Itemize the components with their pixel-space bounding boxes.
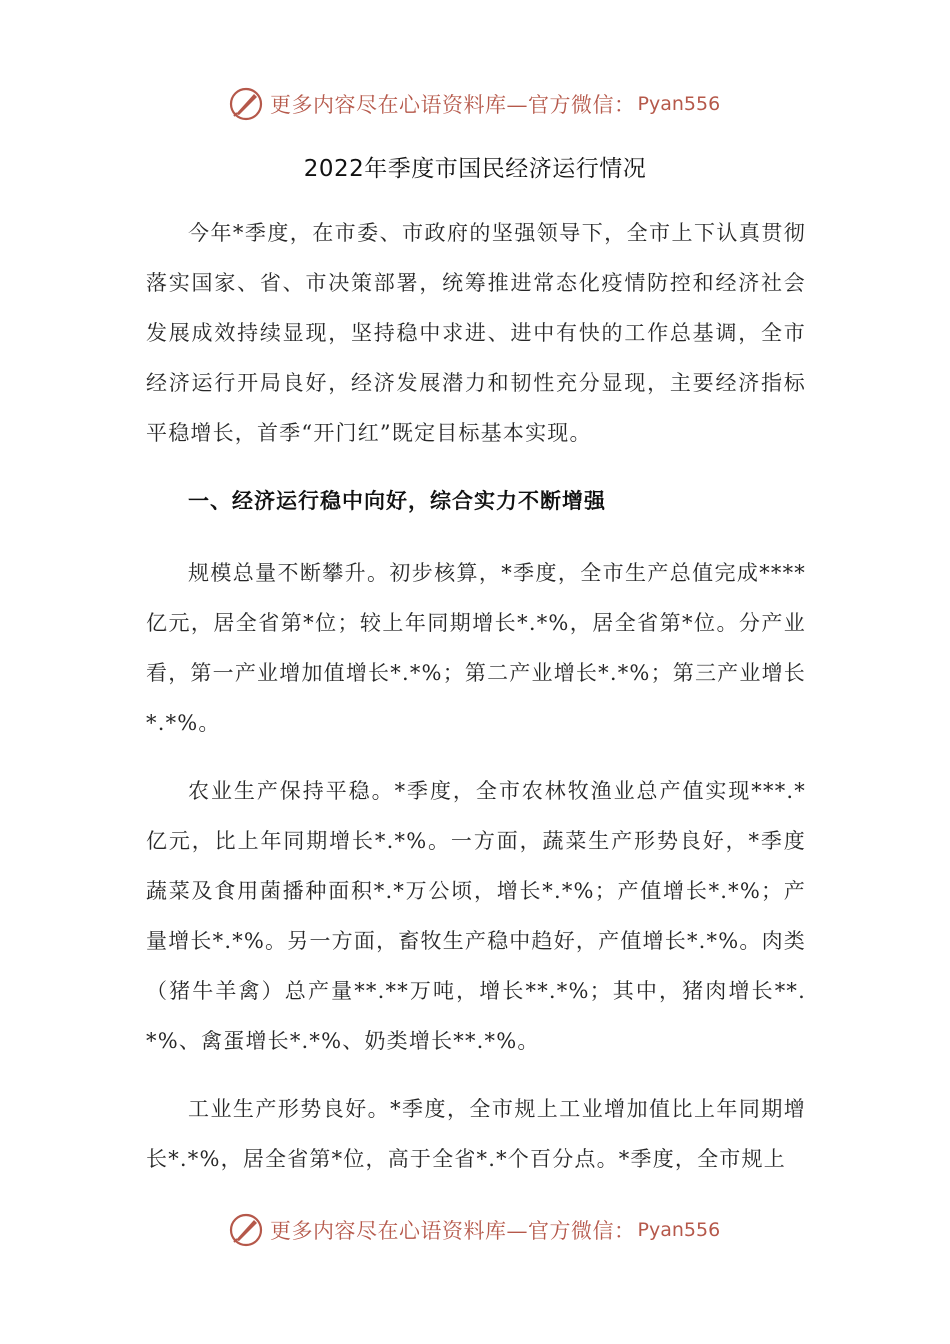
watermark-handle: Pyan556 — [637, 93, 721, 115]
watermark-brand-text: 更多内容尽在心语资料库—官方微信： — [270, 1219, 636, 1243]
watermark-banner-top — [228, 82, 748, 126]
paragraph-industry: 工业生产形势良好。*季度，全市规上工业增加值比上年同期增长*.*%，居全省第*位，高于全省*.*个百分点。*季度，全市规上 — [146, 1097, 806, 1171]
intro-paragraph: 今年*季度，在市委、市政府的坚强领导下，全市上下认真贯彻落实国家、省、市决策部署，统筹推进常态化疫情防控和经济社会发展成效持续显现，坚持稳中求进、进中有快的工作总基调，全市经济运行开局良好，经济发展潜力和韧性充分显现，主要经济指标平稳增长，首季“开门红”既定目标基本实现。 — [146, 221, 806, 445]
paragraph-agriculture: 农业生产保持平稳。*季度，全市农林牧渔业总产值实现***.*亿元，比上年同期增长*.*%。一方面，蔬菜生产形势良好，*季度蔬菜及食用菌播种面积*.*万公顷，增长*.*%；产值增长*.*%；产量增长*.*%。另一方面，畜牧生产稳中趋好，产值增长*.*%。肉类（猪牛羊禽）总产量**.**万吨，增长**.*%；其中，猪肉增长**.*%、禽蛋增长*.*%、奶类增长**.*%。 — [146, 779, 806, 1053]
watermark-brand-text: 更多内容尽在心语资料库—官方微信： — [270, 93, 636, 117]
quill-pen-logo-icon — [228, 86, 264, 122]
document-title: 2022年季度市国民经济运行情况 — [303, 156, 647, 182]
document-body — [146, 208, 806, 1202]
watermark-banner-bottom — [228, 1208, 748, 1252]
section-heading: 一、经济运行稳中向好，综合实力不断增强 — [188, 489, 606, 513]
quill-pen-logo-icon — [228, 1212, 264, 1248]
paragraph-scale: 规模总量不断攀升。初步核算，*季度，全市生产总值完成****亿元，居全省第*位；较上年同期增长*.*%，居全省第*位。分产业看，第一产业增加值增长*.*%；第二产业增长*.*%；第三产业增长*.*%。 — [146, 561, 806, 735]
watermark-handle: Pyan556 — [637, 1219, 721, 1241]
